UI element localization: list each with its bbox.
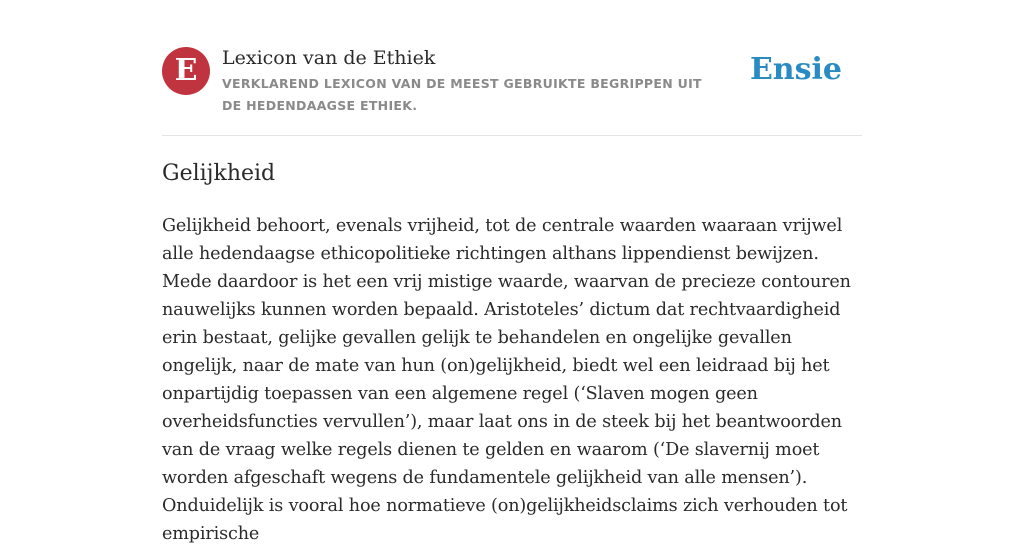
site-header xyxy=(162,0,862,136)
entry-body-text: Gelijkheid behoort, evenals vrijheid, tot de centrale waarden waaraan vrijwel alle hedendaagse ethicopolitieke richtingen althans lippendienst bewijzen. Mede daardoor is het een vrij mistige waarde, waarvan de precieze contouren nauwelijks kunnen worden bepaald. Aristoteles’ dictum dat rechtvaardigheid erin bestaat, gelijke gevallen gelijk te behandelen en ongelijke gevallen ongelijk, naar de mate van hun (on)gelijkheid, biedt wel een leidraad bij het onpartijdig toepassen van een algemene regel (‘Slaven mogen geen overheidsfuncties vervullen’), maar laat ons in de steek bij het beantwoorden van de vraag welke regels dienen te gelden en waarom (‘De slavernij moet worden afgeschaft wegens de fundamentele gelijkheid van alle mensen’). Onduidelijk is vooral hoe normatieve (on)gelijkheidsclaims zich verhouden tot empirische xyxy=(162,216,851,544)
site-subtitle: VERKLAREND LEXICON VAN DE MEEST GEBRUIKTE BEGRIPPEN UIT DE HEDENDAAGSE ETHIEK. xyxy=(222,76,702,113)
ensie-brand-logo[interactable]: Ensie xyxy=(749,52,842,87)
entry-title: Gelijkheid xyxy=(162,161,276,186)
site-title[interactable]: Lexicon van de Ethiek xyxy=(222,47,436,69)
content-container xyxy=(162,0,862,544)
lexicon-logo-icon[interactable]: E xyxy=(162,47,210,95)
